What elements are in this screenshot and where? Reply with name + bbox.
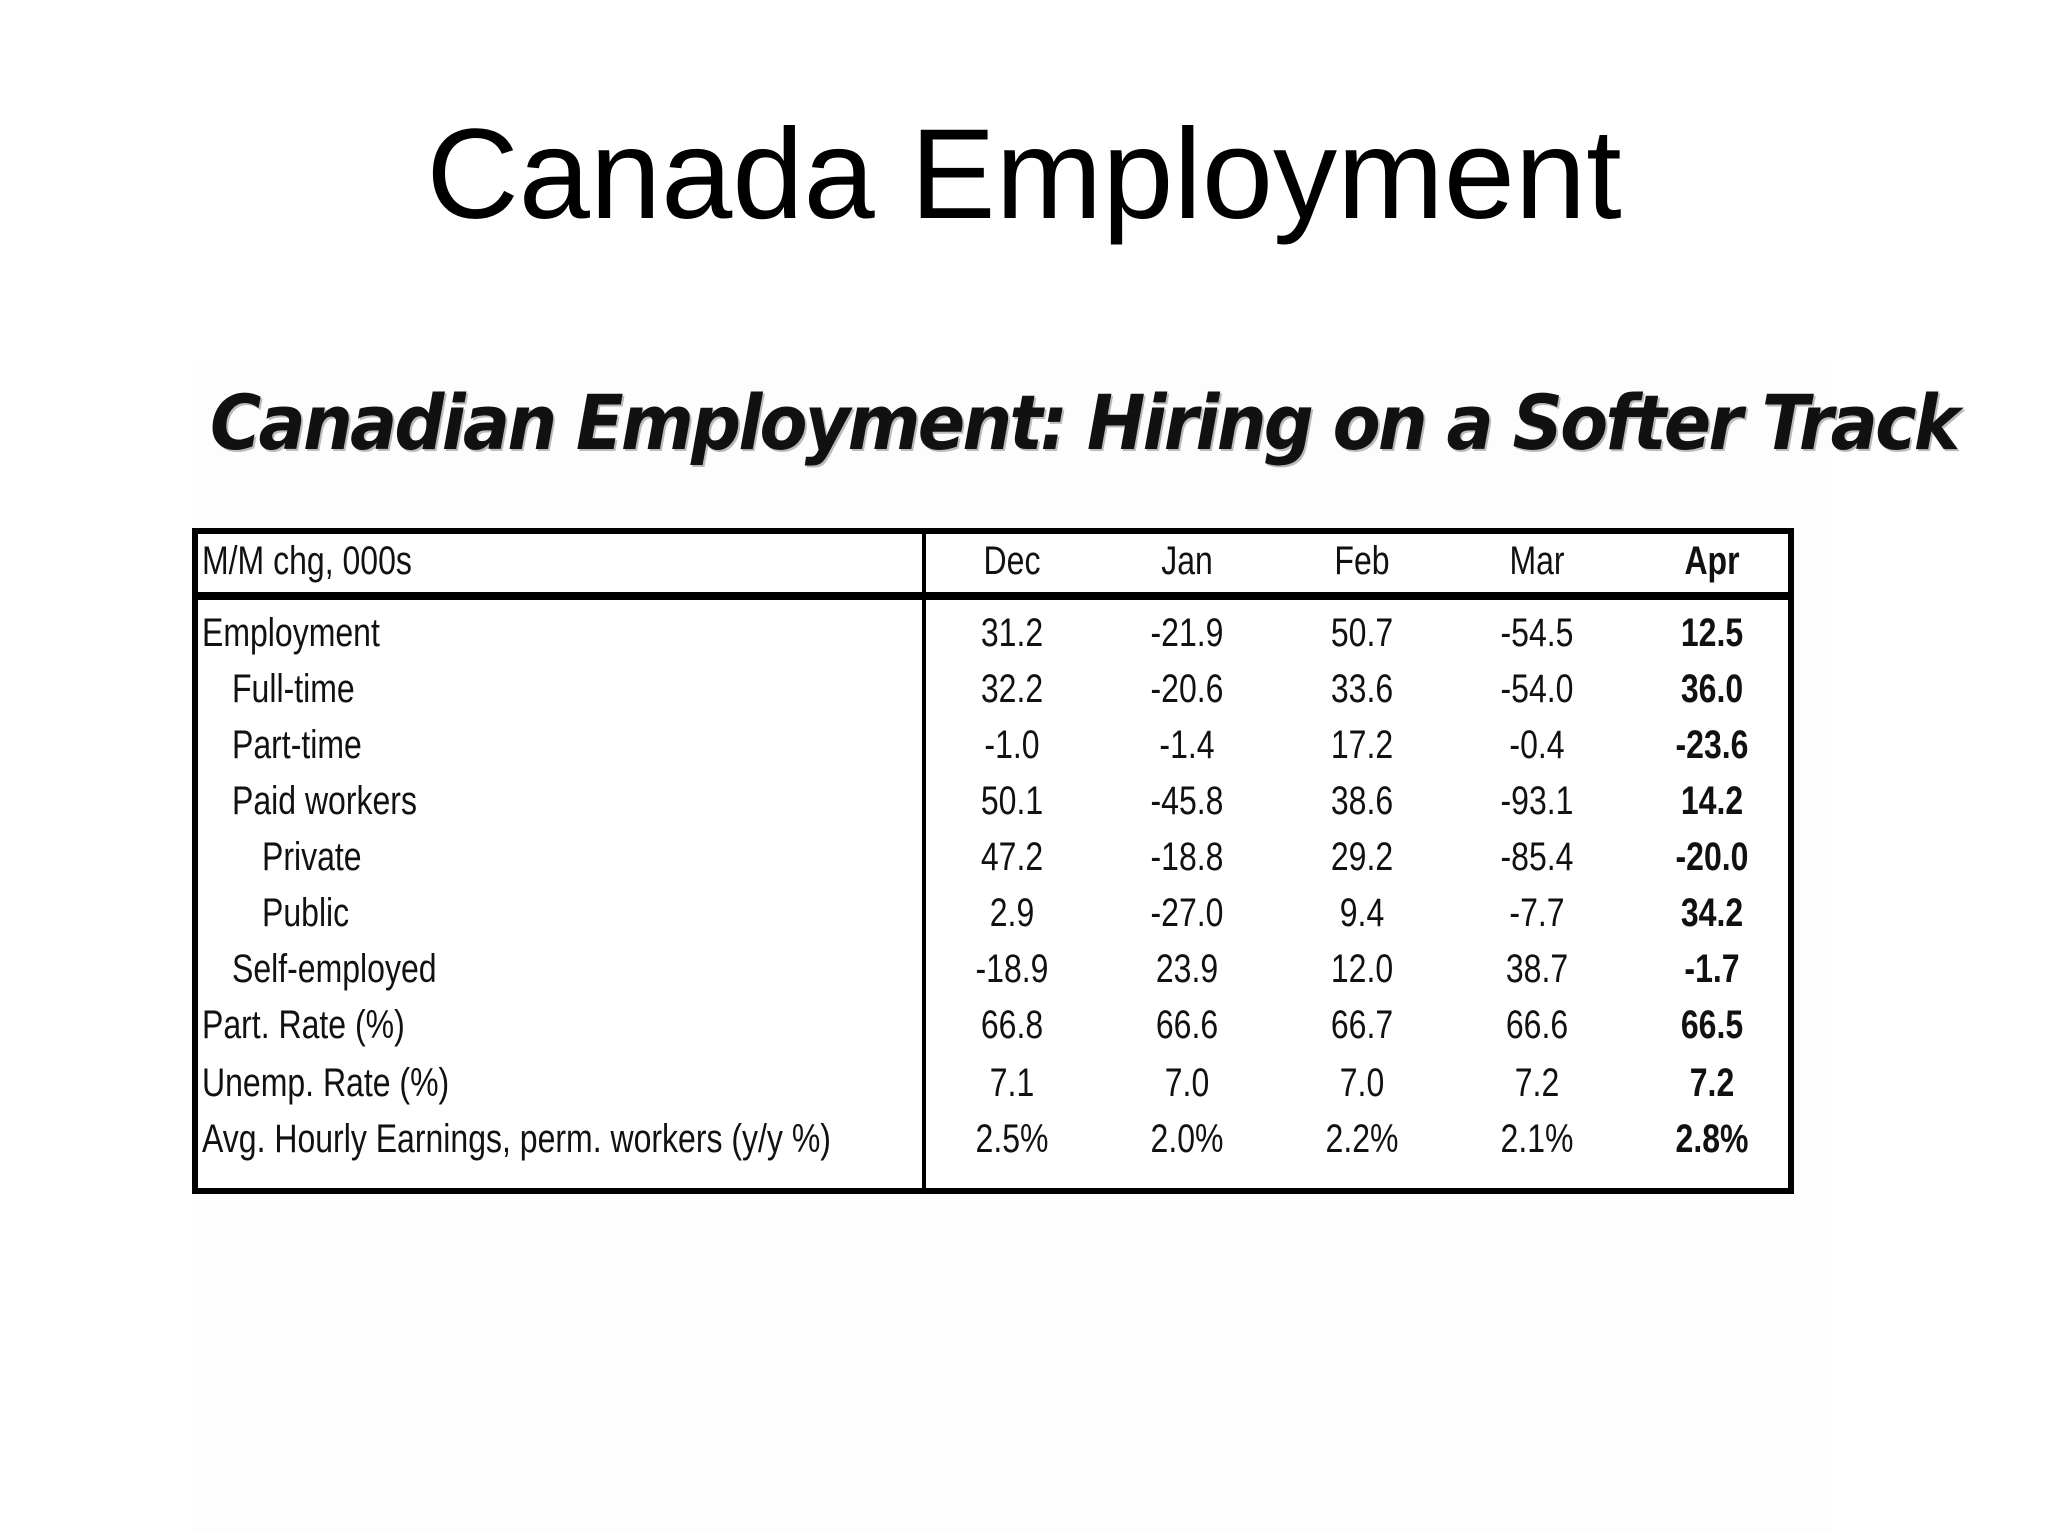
table-cell: -23.6 [1675,723,1749,767]
table-cell: 7.0 [1339,1061,1385,1105]
row-label-full-time: Full-time [232,667,355,711]
table-cell: 7.1 [989,1061,1035,1105]
table-cell: -1.0 [984,723,1040,767]
slide-title: Canada Employment [426,103,1622,246]
header-col-dec: Dec [983,539,1041,583]
table-cell: 50.7 [1330,611,1394,655]
table-cell: -85.4 [1500,835,1574,879]
row-label-part-time: Part-time [232,723,362,767]
table-cell: 2.8% [1675,1117,1749,1161]
header-rule [198,592,1788,600]
table-cell: 29.2 [1330,835,1394,879]
row-label-avg-hourly-earnings: Avg. Hourly Earnings, perm. workers (y/y %) [202,1117,831,1161]
table-cell: 66.7 [1330,1003,1394,1047]
table-cell: -93.1 [1500,779,1574,823]
header-col-feb: Feb [1334,539,1390,583]
table-cell: 2.0% [1150,1117,1224,1161]
table-cell: -0.4 [1509,723,1565,767]
table-cell: 36.0 [1680,667,1744,711]
table-cell: 2.9 [989,891,1035,935]
table-cell: 50.1 [980,779,1044,823]
table-cell: -1.7 [1684,947,1740,991]
table-cell: 7.2 [1514,1061,1560,1105]
table-cell: 12.5 [1680,611,1744,655]
row-label-unemp-rate: Unemp. Rate (%) [202,1061,450,1105]
table-cell: 31.2 [980,611,1044,655]
table-cell: 38.6 [1330,779,1394,823]
table-cell: 32.2 [980,667,1044,711]
table-cell: 66.5 [1680,1003,1744,1047]
table-cell: 47.2 [980,835,1044,879]
header-label: M/M chg, 000s [202,539,412,583]
row-label-public: Public [262,891,350,935]
table-cell: -20.6 [1150,667,1224,711]
table-cell: -20.0 [1675,835,1749,879]
table-cell: -54.0 [1500,667,1574,711]
table-cell: 23.9 [1155,947,1219,991]
row-label-self-employed: Self-employed [232,947,437,991]
row-label-paid-workers: Paid workers [232,779,417,823]
table-cell: -18.8 [1150,835,1224,879]
table-cell: -7.7 [1509,891,1565,935]
table-cell: 2.1% [1500,1117,1574,1161]
figure-title: Canadian Employment: Hiring on a Softer Track [210,378,1958,467]
table-cell: -27.0 [1150,891,1224,935]
table-cell: -21.9 [1150,611,1224,655]
table-cell: -1.4 [1159,723,1215,767]
header-col-apr: Apr [1684,539,1740,583]
row-label-part-rate: Part. Rate (%) [202,1003,405,1047]
table-cell: 2.2% [1325,1117,1399,1161]
row-label-employment: Employment [202,611,380,655]
table-cell: 12.0 [1330,947,1394,991]
row-label-private: Private [262,835,362,879]
table-cell: -45.8 [1150,779,1224,823]
employment-table-figure [192,360,1958,1530]
header-col-jan: Jan [1161,539,1213,583]
table-cell: 2.5% [975,1117,1049,1161]
table-cell: 66.6 [1155,1003,1219,1047]
table-cell: 33.6 [1330,667,1394,711]
table-cell: 34.2 [1680,891,1744,935]
table-cell: 66.6 [1505,1003,1569,1047]
employment-table [192,528,1794,1194]
table-cell: 14.2 [1680,779,1744,823]
table-cell: 38.7 [1505,947,1569,991]
table-cell: -18.9 [975,947,1049,991]
table-cell: 17.2 [1330,723,1394,767]
table-cell: 7.0 [1164,1061,1210,1105]
table-cell: 7.2 [1689,1061,1735,1105]
header-col-mar: Mar [1509,539,1565,583]
table-cell: 9.4 [1339,891,1385,935]
column-divider [922,534,926,1188]
table-cell: -54.5 [1500,611,1574,655]
table-cell: 66.8 [980,1003,1044,1047]
